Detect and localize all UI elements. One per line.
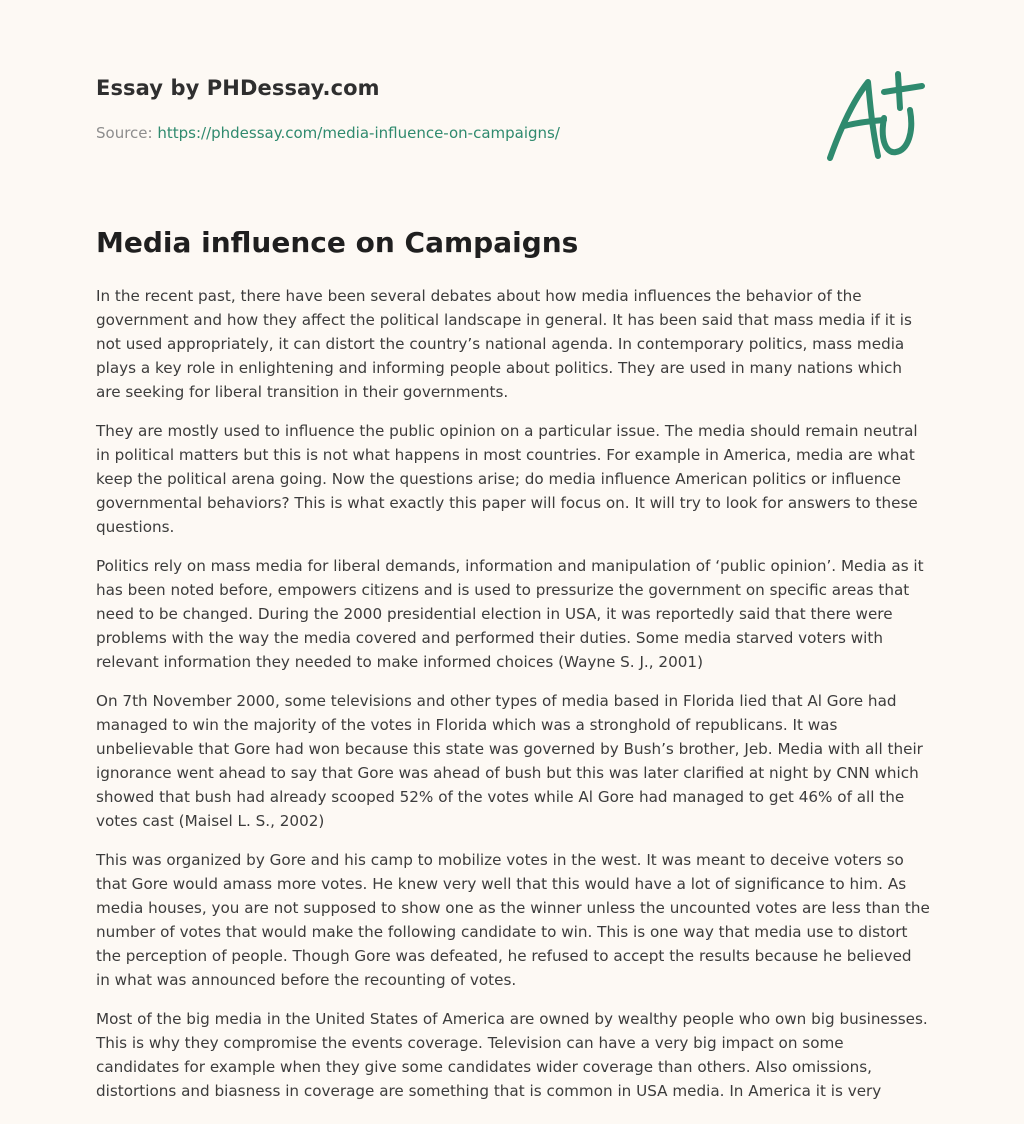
essay-paragraph: On 7th November 2000, some televisions and other types of media based in Florida lied that Al Gore had managed to win the majority of the votes in Florida which was a stronghold of republicans. It was unbelievable that Gore had won because this state was governed by Bush’s brother, Jeb. Media with all their ignorance went ahead to say that Gore was ahead of bush but this was later clarified at night by CNN which showed that bush had already scooped 52% of the votes while Al Gore had managed to get 46% of all the votes cast (Maisel L. S., 2002) [96,692,923,830]
source-link[interactable]: https://phdessay.com/media-influence-on-campaigns/ [157,124,560,142]
essay-paragraph: In the recent past, there have been several debates about how media influences the behavior of the government and how they affect the political landscape in general. It has been said that mass media if it is not used appropriately, it can distort the country’s national agenda. In contemporary politics, mass media plays a key role in enlightening and informing people about politics. They are used in many nations which are seeking for liberal transition in their governments. [96,287,912,401]
source-label: Source: [96,124,153,142]
a-plus-logo-icon [822,68,930,168]
essay-paragraph: This was organized by Gore and his camp to mobilize votes in the west. It was meant to deceive voters so that Gore would amass more votes. He knew very well that this would have a lot of significance to him. As media houses, you are not supposed to show one as the winner unless the uncounted votes are less than the number of votes that would make the following candidate to win. This is one way that media use to distort the perception of people. Though Gore was defeated, he refused to accept the results because he believed in what was announced before the recounting of votes. [96,851,930,989]
essay-paragraph: They are mostly used to influence the public opinion on a particular issue. The media should remain neutral in political matters but this is not what happens in most countries. For example in America, media are what keep the political arena going. Now the questions arise; do media influence American politics or influence governmental behaviors? This is what exactly this paper will focus on. It will try to look for answers to these questions. [96,422,918,536]
essay-paragraph: Most of the big media in the United States of America are owned by wealthy people who own big businesses. This is why they compromise the events coverage. Television can have a very big impact on some candidates for example when they give some candidates wider coverage than others. Also omissions, distortions and biasness in coverage are something that is common in USA media. In America it is very [96,1010,928,1100]
essay-paragraph: Politics rely on mass media for liberal demands, information and manipulation of ‘public opinion’. Media as it has been noted before, empowers citizens and is used to pressurize the government on specific areas that need to be changed. During the 2000 presidential election in USA, it was reportedly said that there were problems with the way the media covered and performed their duties. Some media starved voters with relevant information they needed to make informed choices (Wayne S. J., 2001) [96,557,924,671]
essay-title: Media influence on Campaigns [96,226,579,259]
essay-body [96,284,930,1118]
site-brand: Essay by PHDessay.com [96,76,380,100]
source-line [96,124,560,142]
